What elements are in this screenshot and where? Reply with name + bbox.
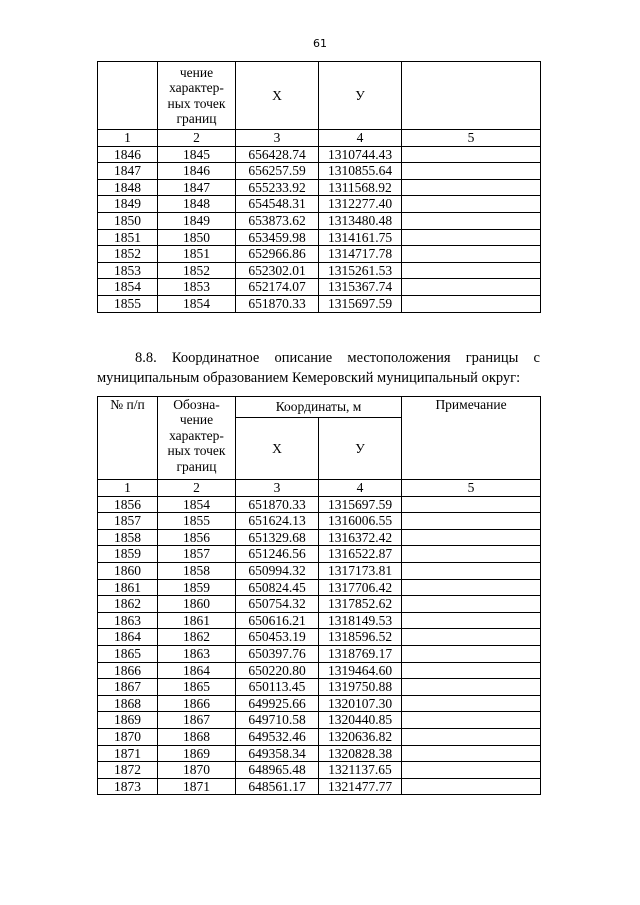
cell-number: 1864 — [98, 629, 158, 646]
cell-x: 648965.48 — [236, 762, 319, 779]
header-point-designation: Обозна-чение характер-ных точек границ — [158, 397, 236, 480]
cell-number: 1847 — [98, 163, 158, 180]
column-number: 4 — [319, 130, 402, 147]
cell-point: 1858 — [158, 562, 236, 579]
table-row — [98, 745, 541, 762]
cell-note — [402, 529, 541, 546]
table-row — [98, 546, 541, 563]
cell-number: 1846 — [98, 146, 158, 163]
table-row — [98, 579, 541, 596]
cell-x: 653459.98 — [236, 229, 319, 246]
cell-point: 1871 — [158, 778, 236, 795]
cell-note — [402, 712, 541, 729]
paragraph-word: описание — [274, 350, 333, 366]
cell-x: 652966.86 — [236, 246, 319, 263]
cell-note — [402, 679, 541, 696]
table-row — [98, 695, 541, 712]
table-row — [98, 645, 541, 662]
cell-y: 1316006.55 — [319, 513, 402, 530]
cell-number: 1848 — [98, 179, 158, 196]
column-numbers-row — [98, 130, 541, 147]
cell-number: 1861 — [98, 579, 158, 596]
cell-y: 1320440.85 — [319, 712, 402, 729]
cell-note — [402, 295, 541, 312]
cell-y: 1313480.48 — [319, 212, 402, 229]
cell-y: 1315697.59 — [319, 496, 402, 513]
cell-x: 656257.59 — [236, 163, 319, 180]
header-y: У — [319, 418, 402, 480]
cell-number: 1858 — [98, 529, 158, 546]
cell-x: 651870.33 — [236, 496, 319, 513]
cell-point: 1857 — [158, 546, 236, 563]
cell-x: 653873.62 — [236, 212, 319, 229]
table-row — [98, 229, 541, 246]
cell-x: 651624.13 — [236, 513, 319, 530]
paragraph-word: 8.8. — [135, 350, 157, 366]
table-row — [98, 629, 541, 646]
cell-number: 1867 — [98, 679, 158, 696]
paragraph-word: с — [533, 350, 540, 366]
cell-y: 1321477.77 — [319, 778, 402, 795]
cell-y: 1320828.38 — [319, 745, 402, 762]
cell-point: 1856 — [158, 529, 236, 546]
cell-x: 649925.66 — [236, 695, 319, 712]
cell-x: 651329.68 — [236, 529, 319, 546]
cell-number: 1850 — [98, 212, 158, 229]
cell-point: 1870 — [158, 762, 236, 779]
table-row — [98, 612, 541, 629]
cell-x: 651870.33 — [236, 295, 319, 312]
cell-y: 1317706.42 — [319, 579, 402, 596]
cell-number: 1853 — [98, 262, 158, 279]
header-number-continued — [98, 62, 158, 130]
cell-y: 1320107.30 — [319, 695, 402, 712]
cell-number: 1856 — [98, 496, 158, 513]
cell-y: 1317852.62 — [319, 596, 402, 613]
cell-y: 1321137.65 — [319, 762, 402, 779]
cell-note — [402, 629, 541, 646]
cell-point: 1866 — [158, 695, 236, 712]
cell-point: 1863 — [158, 645, 236, 662]
cell-note — [402, 513, 541, 530]
cell-y: 1315367.74 — [319, 279, 402, 296]
cell-note — [402, 745, 541, 762]
cell-x: 650397.76 — [236, 645, 319, 662]
page-number: 61 — [313, 37, 327, 50]
cell-point: 1867 — [158, 712, 236, 729]
table1-body — [98, 146, 541, 312]
column-numbers-row — [98, 480, 541, 497]
cell-number: 1866 — [98, 662, 158, 679]
cell-number: 1871 — [98, 745, 158, 762]
cell-number: 1854 — [98, 279, 158, 296]
cell-number: 1873 — [98, 778, 158, 795]
column-number: 1 — [98, 480, 158, 497]
cell-y: 1318596.52 — [319, 629, 402, 646]
table-row — [98, 762, 541, 779]
cell-y: 1319750.88 — [319, 679, 402, 696]
cell-note — [402, 612, 541, 629]
table2-header — [98, 397, 541, 497]
table1-header — [98, 62, 541, 147]
table-row — [98, 596, 541, 613]
cell-y: 1316522.87 — [319, 546, 402, 563]
cell-x: 649710.58 — [236, 712, 319, 729]
column-number: 4 — [319, 480, 402, 497]
paragraph-word: местоположения — [347, 350, 451, 366]
column-number: 3 — [236, 480, 319, 497]
cell-x: 648561.17 — [236, 778, 319, 795]
cell-note — [402, 196, 541, 213]
cell-y: 1311568.92 — [319, 179, 402, 196]
cell-x: 652302.01 — [236, 262, 319, 279]
cell-note — [402, 163, 541, 180]
cell-number: 1872 — [98, 762, 158, 779]
coordinates-table-continued — [97, 61, 541, 313]
cell-point: 1868 — [158, 728, 236, 745]
cell-note — [402, 262, 541, 279]
cell-note — [402, 546, 541, 563]
table-row — [98, 529, 541, 546]
table-row — [98, 562, 541, 579]
table-row — [98, 496, 541, 513]
column-number: 1 — [98, 130, 158, 147]
cell-y: 1310744.43 — [319, 146, 402, 163]
cell-point: 1852 — [158, 262, 236, 279]
cell-point: 1869 — [158, 745, 236, 762]
cell-x: 656428.74 — [236, 146, 319, 163]
cell-number: 1852 — [98, 246, 158, 263]
cell-number: 1862 — [98, 596, 158, 613]
column-number: 5 — [402, 480, 541, 497]
cell-point: 1854 — [158, 496, 236, 513]
cell-y: 1315261.53 — [319, 262, 402, 279]
column-number: 2 — [158, 480, 236, 497]
cell-point: 1847 — [158, 179, 236, 196]
column-number: 2 — [158, 130, 236, 147]
table-row — [98, 246, 541, 263]
cell-note — [402, 579, 541, 596]
cell-note — [402, 645, 541, 662]
table-row — [98, 212, 541, 229]
column-number: 5 — [402, 130, 541, 147]
cell-point: 1859 — [158, 579, 236, 596]
column-number: 3 — [236, 130, 319, 147]
cell-y: 1318149.53 — [319, 612, 402, 629]
cell-note — [402, 279, 541, 296]
cell-y: 1310855.64 — [319, 163, 402, 180]
table-row — [98, 146, 541, 163]
header-x: Х — [236, 62, 319, 130]
cell-number: 1863 — [98, 612, 158, 629]
table-row — [98, 163, 541, 180]
cell-note — [402, 179, 541, 196]
cell-note — [402, 762, 541, 779]
table-row — [98, 712, 541, 729]
header-point-designation-continued: чение характер-ных точек границ — [158, 62, 236, 130]
cell-x: 650754.32 — [236, 596, 319, 613]
cell-point: 1846 — [158, 163, 236, 180]
cell-point: 1861 — [158, 612, 236, 629]
cell-point: 1865 — [158, 679, 236, 696]
cell-number: 1868 — [98, 695, 158, 712]
cell-point: 1849 — [158, 212, 236, 229]
cell-x: 655233.92 — [236, 179, 319, 196]
cell-point: 1854 — [158, 295, 236, 312]
cell-number: 1865 — [98, 645, 158, 662]
cell-point: 1855 — [158, 513, 236, 530]
cell-x: 650616.21 — [236, 612, 319, 629]
cell-note — [402, 562, 541, 579]
table2-body — [98, 496, 541, 795]
header-note-continued — [402, 62, 541, 130]
cell-y: 1319464.60 — [319, 662, 402, 679]
cell-x: 649532.46 — [236, 728, 319, 745]
cell-note — [402, 596, 541, 613]
cell-point: 1850 — [158, 229, 236, 246]
table-row — [98, 295, 541, 312]
cell-y: 1312277.40 — [319, 196, 402, 213]
cell-x: 650994.32 — [236, 562, 319, 579]
cell-note — [402, 229, 541, 246]
section-paragraph — [97, 348, 540, 388]
cell-number: 1851 — [98, 229, 158, 246]
cell-number: 1849 — [98, 196, 158, 213]
cell-number: 1870 — [98, 728, 158, 745]
paragraph-word: границы — [465, 350, 519, 366]
cell-point: 1860 — [158, 596, 236, 613]
cell-point: 1862 — [158, 629, 236, 646]
cell-x: 651246.56 — [236, 546, 319, 563]
cell-x: 650220.80 — [236, 662, 319, 679]
cell-note — [402, 662, 541, 679]
cell-x: 650453.19 — [236, 629, 319, 646]
cell-x: 652174.07 — [236, 279, 319, 296]
cell-point: 1853 — [158, 279, 236, 296]
cell-y: 1320636.82 — [319, 728, 402, 745]
table-row — [98, 262, 541, 279]
header-y: У — [319, 62, 402, 130]
cell-point: 1845 — [158, 146, 236, 163]
header-coordinates: Координаты, м — [236, 397, 402, 418]
cell-x: 649358.34 — [236, 745, 319, 762]
cell-note — [402, 212, 541, 229]
cell-y: 1314161.75 — [319, 229, 402, 246]
cell-number: 1859 — [98, 546, 158, 563]
cell-note — [402, 246, 541, 263]
table-row — [98, 513, 541, 530]
cell-number: 1857 — [98, 513, 158, 530]
table-row — [98, 662, 541, 679]
cell-note — [402, 146, 541, 163]
cell-y: 1317173.81 — [319, 562, 402, 579]
header-note: Примечание — [402, 397, 541, 480]
table-row — [98, 279, 541, 296]
paragraph-line-1 — [97, 348, 540, 368]
cell-y: 1318769.17 — [319, 645, 402, 662]
cell-x: 650113.45 — [236, 679, 319, 696]
cell-x: 650824.45 — [236, 579, 319, 596]
coordinates-table — [97, 396, 541, 795]
cell-point: 1851 — [158, 246, 236, 263]
cell-note — [402, 695, 541, 712]
table-row — [98, 196, 541, 213]
cell-note — [402, 728, 541, 745]
table-row — [98, 679, 541, 696]
cell-x: 654548.31 — [236, 196, 319, 213]
cell-point: 1864 — [158, 662, 236, 679]
cell-note — [402, 496, 541, 513]
cell-number: 1860 — [98, 562, 158, 579]
paragraph-word: Координатное — [171, 350, 260, 366]
cell-point: 1848 — [158, 196, 236, 213]
paragraph-line-2: муниципальным образованием Кемеровский муниципальный округ: — [97, 370, 521, 386]
cell-y: 1316372.42 — [319, 529, 402, 546]
table-row — [98, 778, 541, 795]
cell-number: 1855 — [98, 295, 158, 312]
cell-note — [402, 778, 541, 795]
table-row — [98, 728, 541, 745]
cell-y: 1315697.59 — [319, 295, 402, 312]
header-x: Х — [236, 418, 319, 480]
cell-y: 1314717.78 — [319, 246, 402, 263]
header-number: № п/п — [98, 397, 158, 480]
cell-number: 1869 — [98, 712, 158, 729]
table-row — [98, 179, 541, 196]
